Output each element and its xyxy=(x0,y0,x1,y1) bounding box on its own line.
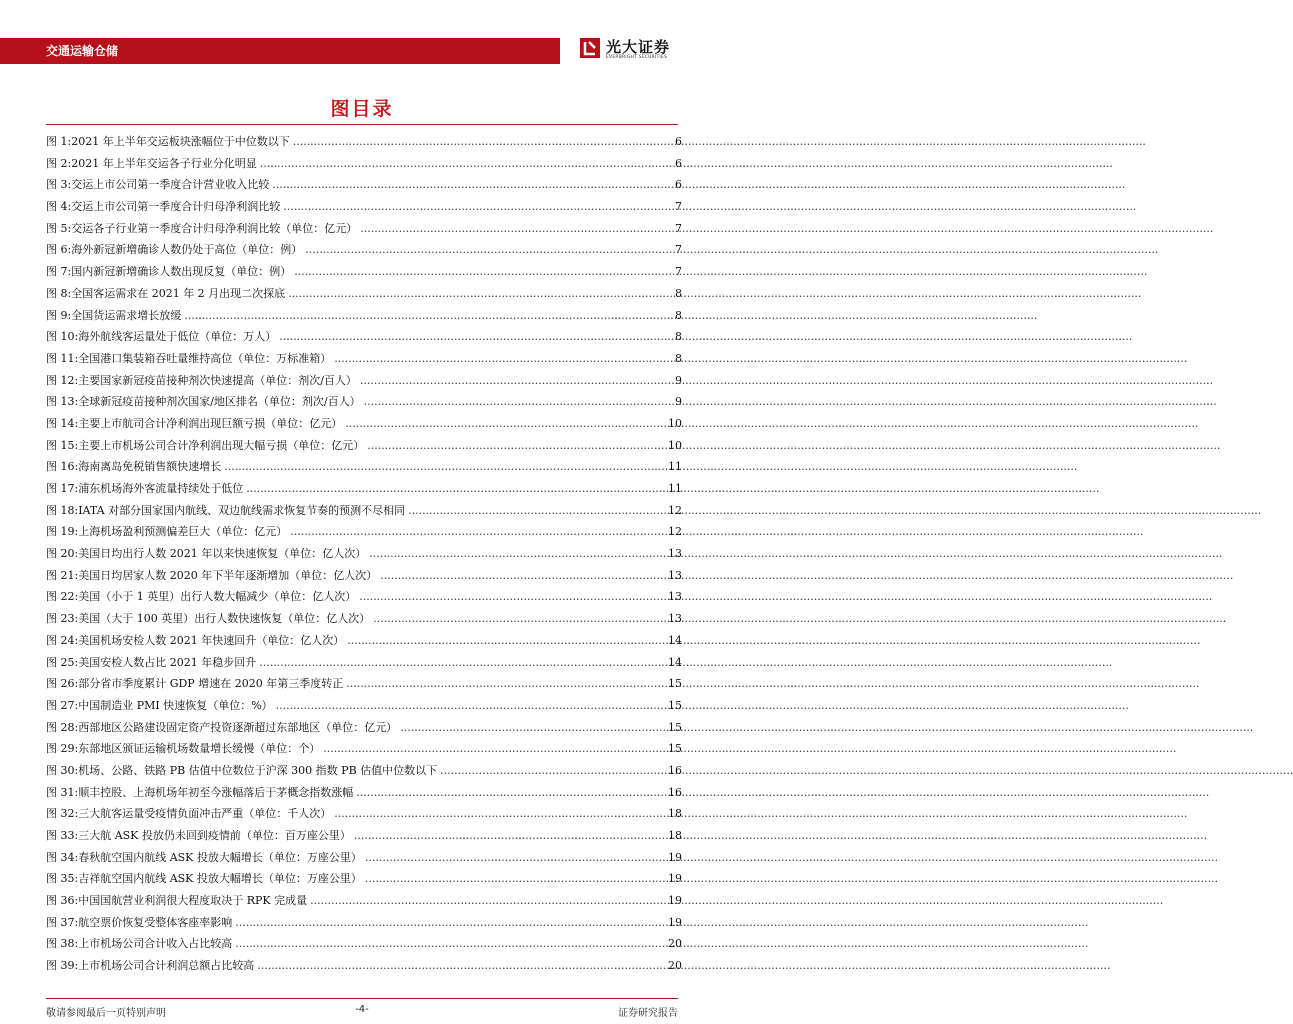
toc-entry-page: 15 xyxy=(668,677,682,691)
figure-list xyxy=(46,133,682,979)
toc-entry-number: 图 33: xyxy=(46,829,79,842)
toc-entry-page: 20 xyxy=(668,959,682,973)
toc-entry[interactable] xyxy=(46,675,682,697)
toc-dot-leader xyxy=(283,200,667,213)
toc-entry[interactable] xyxy=(46,458,682,480)
toc-entry[interactable] xyxy=(46,957,682,979)
toc-dot-leader xyxy=(323,742,665,755)
toc-dot-leader xyxy=(334,352,667,365)
toc-entry-title: 中国制造业 PMI 快速恢复（单位：%） xyxy=(78,698,273,712)
toc-entry[interactable] xyxy=(46,849,682,871)
toc-entry[interactable] xyxy=(46,350,682,372)
toc-entry-page: 8 xyxy=(675,286,682,300)
toc-entry-title: 上市机场公司合计利润总额占比较高 xyxy=(78,959,255,973)
toc-dot-leader xyxy=(305,243,667,256)
toc-entry-title: 全国港口集装箱吞吐量维持高位（单位：万标准箱） xyxy=(78,351,332,365)
title-divider xyxy=(46,124,678,125)
toc-entry-page: 8 xyxy=(675,308,682,322)
toc-entry-page: 8 xyxy=(675,351,682,365)
toc-dot-leader xyxy=(367,439,665,452)
toc-entry[interactable] xyxy=(46,480,682,502)
page-title: 图目录 xyxy=(330,98,394,120)
toc-entry-number: 图 18: xyxy=(46,503,79,517)
toc-dot-leader xyxy=(334,807,665,820)
toc-dot-leader xyxy=(310,894,665,907)
toc-entry[interactable] xyxy=(46,155,682,177)
toc-entry-number: 图 36: xyxy=(46,894,79,908)
toc-entry-page: 13 xyxy=(668,590,682,604)
toc-entry[interactable] xyxy=(46,632,682,654)
toc-dot-leader xyxy=(360,222,667,235)
toc-dot-leader xyxy=(369,547,665,560)
toc-entry-page: 7 xyxy=(675,265,682,279)
toc-entry-title: 三大航 ASK 投放仍未回到疫情前（单位：百万座公里） xyxy=(78,829,351,842)
toc-entry-title: 2021 年上半年交运各子行业分化明显 xyxy=(71,156,257,170)
toc-entry-title: 美国安检人数占比 2021 年稳步回升 xyxy=(78,655,257,669)
toc-entry-number: 图 8: xyxy=(46,286,72,300)
toc-entry-number: 图 26: xyxy=(46,677,79,691)
toc-entry-number: 图 29: xyxy=(46,742,79,756)
toc-entry-title: 中国国航营业利润很大程度取决于 RPK 完成量 xyxy=(78,894,308,908)
toc-entry-page: 15 xyxy=(668,720,682,734)
toc-entry[interactable] xyxy=(46,892,682,914)
toc-entry[interactable] xyxy=(46,372,682,394)
toc-entry-number: 图 5: xyxy=(46,221,72,235)
toc-dot-leader xyxy=(373,612,665,625)
toc-entry[interactable] xyxy=(46,935,682,957)
toc-dot-leader xyxy=(293,135,667,148)
toc-dot-leader xyxy=(400,721,665,734)
toc-dot-leader xyxy=(259,656,665,669)
toc-entry-page: 13 xyxy=(668,568,682,582)
toc-entry-number: 图 3: xyxy=(46,178,72,192)
toc-entry-title: 吉祥航空国内航线 ASK 投放大幅增长（单位：万座公里） xyxy=(78,872,362,886)
toc-entry-number: 图 6: xyxy=(46,243,72,257)
toc-entry-title: 顺丰控股、上海机场年初至今涨幅落后于茅概念指数涨幅 xyxy=(78,785,354,799)
toc-entry[interactable] xyxy=(46,415,682,437)
toc-entry-title: 机场、公路、铁路 PB 估值中位数位于沪深 300 指数 PB 估值中位数以下 xyxy=(78,763,438,777)
toc-entry-title: 美国日均居家人数 2020 年下半年逐渐增加（单位：亿人次） xyxy=(78,568,378,582)
toc-entry-page: 13 xyxy=(668,612,682,626)
toc-entry[interactable] xyxy=(46,870,682,892)
toc-entry[interactable] xyxy=(46,198,682,220)
toc-entry[interactable] xyxy=(46,393,682,415)
toc-entry-number: 图 23: xyxy=(46,612,79,626)
toc-entry[interactable] xyxy=(46,176,682,198)
toc-entry-page: 7 xyxy=(675,243,682,257)
toc-entry-title: 主要国家新冠疫苗接种剂次快速提高（单位：剂次/百人） xyxy=(78,373,357,387)
toc-entry-title: 春秋航空国内航线 ASK 投放大幅增长（单位：万座公里） xyxy=(78,850,362,864)
toc-entry-number: 图 34: xyxy=(46,850,79,864)
toc-entry-number: 图 16: xyxy=(46,460,79,474)
toc-dot-leader xyxy=(260,157,667,170)
toc-entry-title: 航空票价恢复受整体客座率影响 xyxy=(78,915,233,929)
toc-entry-page: 15 xyxy=(668,698,682,712)
toc-entry-title: 海外航线客运量处于低位（单位：万人） xyxy=(78,330,277,344)
toc-dot-leader xyxy=(224,460,665,473)
toc-entry[interactable] xyxy=(46,523,682,545)
everbright-logo-icon xyxy=(578,36,602,60)
toc-entry-title: 海南离岛免税销售额快速增长 xyxy=(78,460,222,474)
toc-dot-leader xyxy=(360,374,667,387)
toc-entry[interactable] xyxy=(46,545,682,567)
toc-entry-title: 全国客运需求在 2021 年 2 月出现二次探底 xyxy=(71,286,286,300)
header-section-label: 交通运输仓储 xyxy=(46,44,119,58)
toc-entry-page: 6 xyxy=(675,156,682,170)
toc-entry-number: 图 1: xyxy=(46,135,72,148)
toc-entry-page: 16 xyxy=(668,763,682,777)
toc-entry-page: 8 xyxy=(675,330,682,344)
toc-dot-leader xyxy=(440,764,665,777)
toc-entry-title: 上海机场盈利预测偏差巨大（单位：亿元） xyxy=(78,525,288,539)
toc-dot-leader xyxy=(288,287,667,300)
toc-entry[interactable] xyxy=(46,133,682,155)
toc-entry-page: 7 xyxy=(675,221,682,235)
toc-entry-page: 19 xyxy=(668,915,682,929)
toc-entry-page: 10 xyxy=(668,438,682,452)
toc-entry[interactable] xyxy=(46,654,682,676)
toc-entry-number: 图 25: xyxy=(46,655,79,669)
toc-entry-page: 6 xyxy=(675,135,682,148)
toc-entry[interactable] xyxy=(46,437,682,459)
toc-entry[interactable] xyxy=(46,307,682,329)
toc-dot-leader xyxy=(345,417,665,430)
toc-entry-number: 图 4: xyxy=(46,200,72,214)
toc-entry-number: 图 32: xyxy=(46,807,79,821)
logo-subtitle: EVERBRIGHT SECURITIES xyxy=(606,55,668,60)
footer-report-type: 证券研究报告 xyxy=(618,1008,678,1019)
toc-entry-number: 图 31: xyxy=(46,785,79,799)
toc-entry-number: 图 14: xyxy=(46,416,79,430)
toc-entry-page: 11 xyxy=(668,460,682,474)
toc-dot-leader xyxy=(380,569,665,582)
toc-entry-page: 11 xyxy=(668,482,682,495)
toc-entry-page: 9 xyxy=(675,395,682,409)
toc-dot-leader xyxy=(356,786,665,799)
toc-entry-number: 图 22: xyxy=(46,590,79,604)
toc-entry-page: 13 xyxy=(668,547,682,561)
toc-entry-number: 图 37: xyxy=(46,915,79,929)
toc-dot-leader xyxy=(279,330,667,343)
toc-dot-leader xyxy=(272,178,667,191)
toc-dot-leader xyxy=(346,677,665,690)
toc-entry-title: 浦东机场海外客流量持续处于低位 xyxy=(78,482,244,495)
toc-dot-leader xyxy=(364,395,667,408)
toc-dot-leader xyxy=(359,590,665,603)
toc-dot-leader xyxy=(294,265,667,278)
toc-entry-title: 国内新冠新增确诊人数出现反复（单位：例） xyxy=(71,265,292,279)
toc-entry-page: 19 xyxy=(668,850,682,864)
toc-entry[interactable] xyxy=(46,220,682,242)
toc-entry-page: 10 xyxy=(668,416,682,430)
logo-name: 光大证券 xyxy=(606,38,671,56)
toc-entry-title: 西部地区公路建设固定资产投资逐渐超过东部地区（单位：亿元） xyxy=(78,720,398,734)
toc-entry-number: 图 10: xyxy=(46,330,79,344)
toc-entry[interactable] xyxy=(46,697,682,719)
toc-entry-page: 18 xyxy=(668,829,682,842)
toc-entry-title: 美国（大于 100 英里）出行人数快速恢复（单位：亿人次） xyxy=(78,612,371,626)
toc-entry-number: 图 28: xyxy=(46,720,79,734)
toc-entry-number: 图 24: xyxy=(46,633,79,647)
toc-dot-leader xyxy=(184,309,667,322)
toc-entry-number: 图 21: xyxy=(46,568,79,582)
toc-entry[interactable] xyxy=(46,719,682,741)
toc-entry[interactable] xyxy=(46,567,682,589)
toc-entry-title: 2021 年上半年交运板块涨幅位于中位数以下 xyxy=(71,135,290,148)
toc-entry-title: 美国机场安检人数 2021 年快速回升（单位：亿人次） xyxy=(78,633,345,647)
toc-entry-page: 18 xyxy=(668,807,682,821)
toc-entry[interactable] xyxy=(46,784,682,806)
toc-entry-title: 美国日均出行人数 2021 年以来快速恢复（单位：亿人次） xyxy=(78,547,367,561)
toc-entry-page: 6 xyxy=(675,178,682,192)
toc-entry-title: 主要上市机场公司合计净利润出现大幅亏损（单位：亿元） xyxy=(78,438,365,452)
toc-dot-leader xyxy=(354,829,665,842)
toc-entry[interactable] xyxy=(46,740,682,762)
toc-entry[interactable] xyxy=(46,827,682,849)
toc-dot-leader xyxy=(246,482,665,495)
toc-entry-number: 图 30: xyxy=(46,763,79,777)
toc-entry-page: 19 xyxy=(668,872,682,886)
toc-entry-number: 图 11: xyxy=(46,351,79,365)
toc-entry-title: 主要上市航司合计净利润出现巨额亏损（单位：亿元） xyxy=(78,416,343,430)
toc-entry-title: 交运各子行业第一季度合计归母净利润比较（单位：亿元） xyxy=(71,221,358,235)
toc-entry-title: 全国货运需求增长放缓 xyxy=(71,308,182,322)
toc-entry-number: 图 20: xyxy=(46,547,79,561)
toc-dot-leader xyxy=(276,699,665,712)
toc-entry-title: IATA 对部分国家国内航线、双边航线需求恢复节奏的预测不尽相同 xyxy=(78,503,406,517)
toc-entry-number: 图 7: xyxy=(46,265,72,279)
toc-entry-number: 图 39: xyxy=(46,959,79,973)
toc-dot-leader xyxy=(290,525,665,538)
footer-divider xyxy=(46,998,678,999)
toc-entry-title: 美国（小于 1 英里）出行人数大幅减少（单位：亿人次） xyxy=(78,590,357,604)
toc-entry-number: 图 9: xyxy=(46,308,72,322)
toc-entry-page: 14 xyxy=(668,633,682,647)
footer-disclaimer-note: 敬请参阅最后一页特别声明 xyxy=(46,1008,166,1019)
toc-entry-number: 图 17: xyxy=(46,482,79,495)
toc-entry-title: 海外新冠新增确诊人数仍处于高位（单位：例） xyxy=(71,243,303,257)
toc-entry[interactable] xyxy=(46,914,682,936)
toc-entry-page: 14 xyxy=(668,655,682,669)
toc-entry-title: 交运上市公司第一季度合计归母净利润比较 xyxy=(71,200,281,214)
toc-entry[interactable] xyxy=(46,502,682,524)
toc-entry-title: 全球新冠疫苗接种剂次国家/地区排名（单位：剂次/百人） xyxy=(78,395,361,409)
footer-page-number: -4- xyxy=(355,1004,369,1015)
toc-entry[interactable] xyxy=(46,328,682,350)
toc-entry[interactable] xyxy=(46,241,682,263)
toc-entry[interactable] xyxy=(46,285,682,307)
toc-entry-page: 16 xyxy=(668,785,682,799)
toc-entry[interactable] xyxy=(46,805,682,827)
toc-entry-number: 图 19: xyxy=(46,525,79,539)
toc-entry-number: 图 13: xyxy=(46,395,79,409)
company-logo xyxy=(578,34,688,66)
toc-entry-number: 图 35: xyxy=(46,872,79,886)
toc-entry-page: 12 xyxy=(668,525,682,539)
toc-entry-number: 图 2: xyxy=(46,156,72,170)
toc-entry-page: 9 xyxy=(675,373,682,387)
toc-entry-page: 20 xyxy=(668,937,682,951)
toc-entry-number: 图 15: xyxy=(46,438,79,452)
toc-dot-leader xyxy=(365,851,665,864)
toc-entry[interactable] xyxy=(46,762,682,784)
toc-entry-page: 19 xyxy=(668,894,682,908)
toc-entry[interactable] xyxy=(46,263,682,285)
toc-dot-leader xyxy=(235,916,665,929)
toc-entry-title: 上市机场公司合计收入占比较高 xyxy=(78,937,233,951)
toc-entry[interactable] xyxy=(46,610,682,632)
toc-entry-number: 图 38: xyxy=(46,937,79,951)
toc-entry[interactable] xyxy=(46,588,682,610)
toc-dot-leader xyxy=(347,634,665,647)
toc-entry-title: 交运上市公司第一季度合计营业收入比较 xyxy=(71,178,270,192)
toc-dot-leader xyxy=(365,872,665,885)
toc-entry-number: 图 12: xyxy=(46,373,79,387)
toc-entry-title: 三大航客运量受疫情负面冲击严重（单位：千人次） xyxy=(78,807,332,821)
toc-entry-page: 12 xyxy=(668,503,682,517)
toc-entry-number: 图 27: xyxy=(46,698,79,712)
toc-entry-page: 7 xyxy=(675,200,682,214)
toc-entry-title: 部分省市季度累计 GDP 增速在 2020 年第三季度转正 xyxy=(78,677,344,691)
toc-dot-leader xyxy=(235,937,665,950)
toc-entry-title: 东部地区颁证运输机场数量增长缓慢（单位：个） xyxy=(78,742,321,756)
toc-dot-leader xyxy=(257,959,665,972)
toc-dot-leader xyxy=(408,504,665,517)
toc-entry-page: 15 xyxy=(668,742,682,756)
